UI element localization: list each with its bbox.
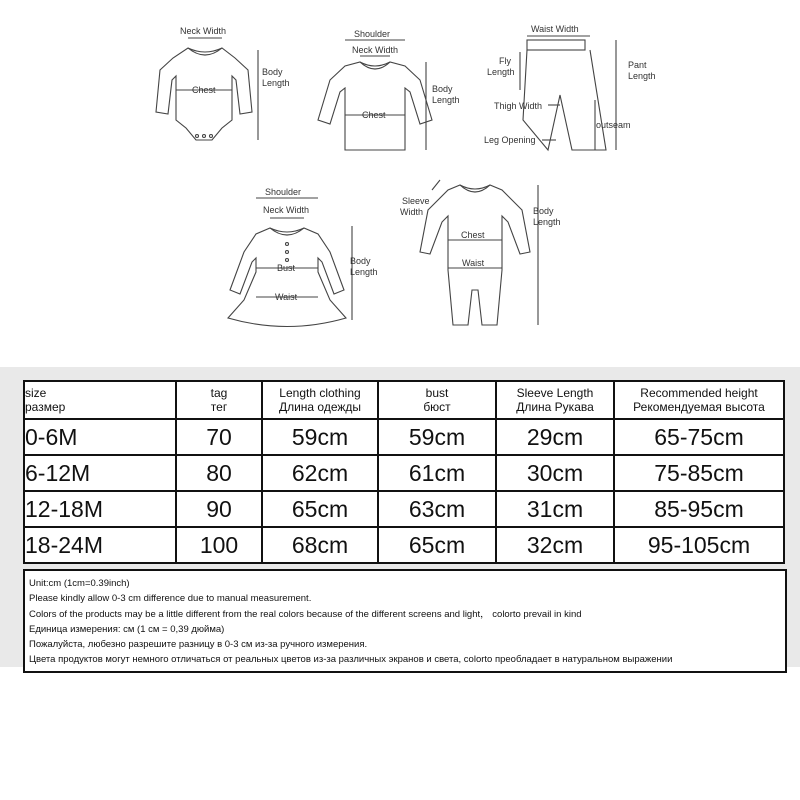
cell-bust: 65cm <box>378 527 496 563</box>
dress-shoulder-label: Shoulder <box>265 187 302 197</box>
cell-length: 65cm <box>262 491 378 527</box>
pants-pant-label: Pant <box>628 60 647 70</box>
bodysuit-length-label: Length <box>262 78 290 88</box>
garment-measurement-diagrams <box>0 0 800 345</box>
pants-pant-length-label: Length <box>628 71 656 81</box>
note-line: Unit:cm (1cm=0.39inch) <box>29 578 130 589</box>
header-sleeve-length: Sleeve Length Длина Рукава <box>496 381 614 419</box>
shirt-neck-width-label: Neck Width <box>352 45 399 55</box>
cell-tag: 80 <box>176 455 262 491</box>
romper-sleeve-width-label: Width <box>400 207 424 217</box>
table-header-row <box>24 381 784 419</box>
table-row <box>24 491 784 527</box>
size-chart-table <box>23 380 785 564</box>
header-recommended-height: Recommended height Рекомендуемая высота <box>614 381 784 419</box>
dress-bust-label: Bust <box>277 263 296 273</box>
dress-waist-label: Waist <box>275 292 298 302</box>
cell-sleeve: 31cm <box>496 491 614 527</box>
header-tag: tag тег <box>176 381 262 419</box>
cell-size: 0-6M <box>24 419 176 455</box>
cell-bust: 59cm <box>378 419 496 455</box>
romper-diagram <box>400 180 561 325</box>
cell-height: 95-105cm <box>614 527 784 563</box>
cell-height: 85-95cm <box>614 491 784 527</box>
cell-sleeve: 29cm <box>496 419 614 455</box>
cell-length: 68cm <box>262 527 378 563</box>
note-line: Please kindly allow 0-3 cm difference due to manual measurement. <box>29 593 312 605</box>
measurement-notes <box>23 569 787 673</box>
dress-neck-width-label: Neck Width <box>263 205 310 215</box>
cell-sleeve: 30cm <box>496 455 614 491</box>
table-row <box>24 455 784 491</box>
note-line: Colors of the products may be a little different from the real colors because of the different screens and light， colorto prevail in kind <box>29 608 582 620</box>
romper-waist-label: Waist <box>462 258 485 268</box>
cell-size: 12-18M <box>24 491 176 527</box>
romper-sleeve-label: Sleeve <box>402 196 430 206</box>
shirt-shoulder-label: Shoulder <box>354 29 391 39</box>
pants-thigh-width-label: Thigh Width <box>494 101 543 111</box>
bodysuit-diagram <box>156 26 290 140</box>
bodysuit-chest-label: Chest <box>192 85 216 95</box>
dress-body-label: Body <box>350 256 371 266</box>
cell-sleeve: 32cm <box>496 527 614 563</box>
table-row <box>24 527 784 563</box>
shirt-chest-label: Chest <box>362 110 386 120</box>
pants-leg-opening-label: Leg Opening <box>484 135 536 145</box>
cell-tag: 70 <box>176 419 262 455</box>
cell-length: 59cm <box>262 419 378 455</box>
pants-fly-label: Fly <box>499 56 511 66</box>
dress-length-label: Length <box>350 267 378 277</box>
pants-outseam-label: outseam <box>596 120 631 130</box>
note-line: Пожалуйста, любезно разрешите разницу в 0-3 см из-за ручного измерения. <box>29 639 368 651</box>
pants-fly-length-label: Length <box>487 67 515 77</box>
cell-height: 75-85cm <box>614 455 784 491</box>
cell-size: 18-24M <box>24 527 176 563</box>
cell-size: 6-12M <box>24 455 176 491</box>
pants-waist-width-label: Waist Width <box>531 24 579 34</box>
pants-diagram <box>484 24 656 150</box>
cell-height: 65-75cm <box>614 419 784 455</box>
cell-bust: 63cm <box>378 491 496 527</box>
cell-bust: 61cm <box>378 455 496 491</box>
table-row <box>24 419 784 455</box>
shirt-diagram <box>318 29 460 150</box>
romper-chest-label: Chest <box>461 230 485 240</box>
dress-diagram <box>228 187 378 327</box>
note-line: Цвета продуктов могут немного отличаться от реальных цветов из-за различных экранов и света, colorto преобладает в натуральном выражении <box>29 654 673 666</box>
bodysuit-neck-width-label: Neck Width <box>180 26 227 36</box>
cell-length: 62cm <box>262 455 378 491</box>
cell-tag: 90 <box>176 491 262 527</box>
shirt-length-label: Length <box>432 95 460 105</box>
bodysuit-body-label: Body <box>262 67 283 77</box>
header-bust: bust бюст <box>378 381 496 419</box>
shirt-body-label: Body <box>432 84 453 94</box>
romper-body-label: Body <box>533 206 554 216</box>
header-size: size размер <box>24 381 176 419</box>
note-line: Единица измерения: см (1 см = 0,39 дюйма) <box>29 623 225 635</box>
header-length-clothing: Length clothing Длина одежды <box>262 381 378 419</box>
romper-length-label: Length <box>533 217 561 227</box>
cell-tag: 100 <box>176 527 262 563</box>
